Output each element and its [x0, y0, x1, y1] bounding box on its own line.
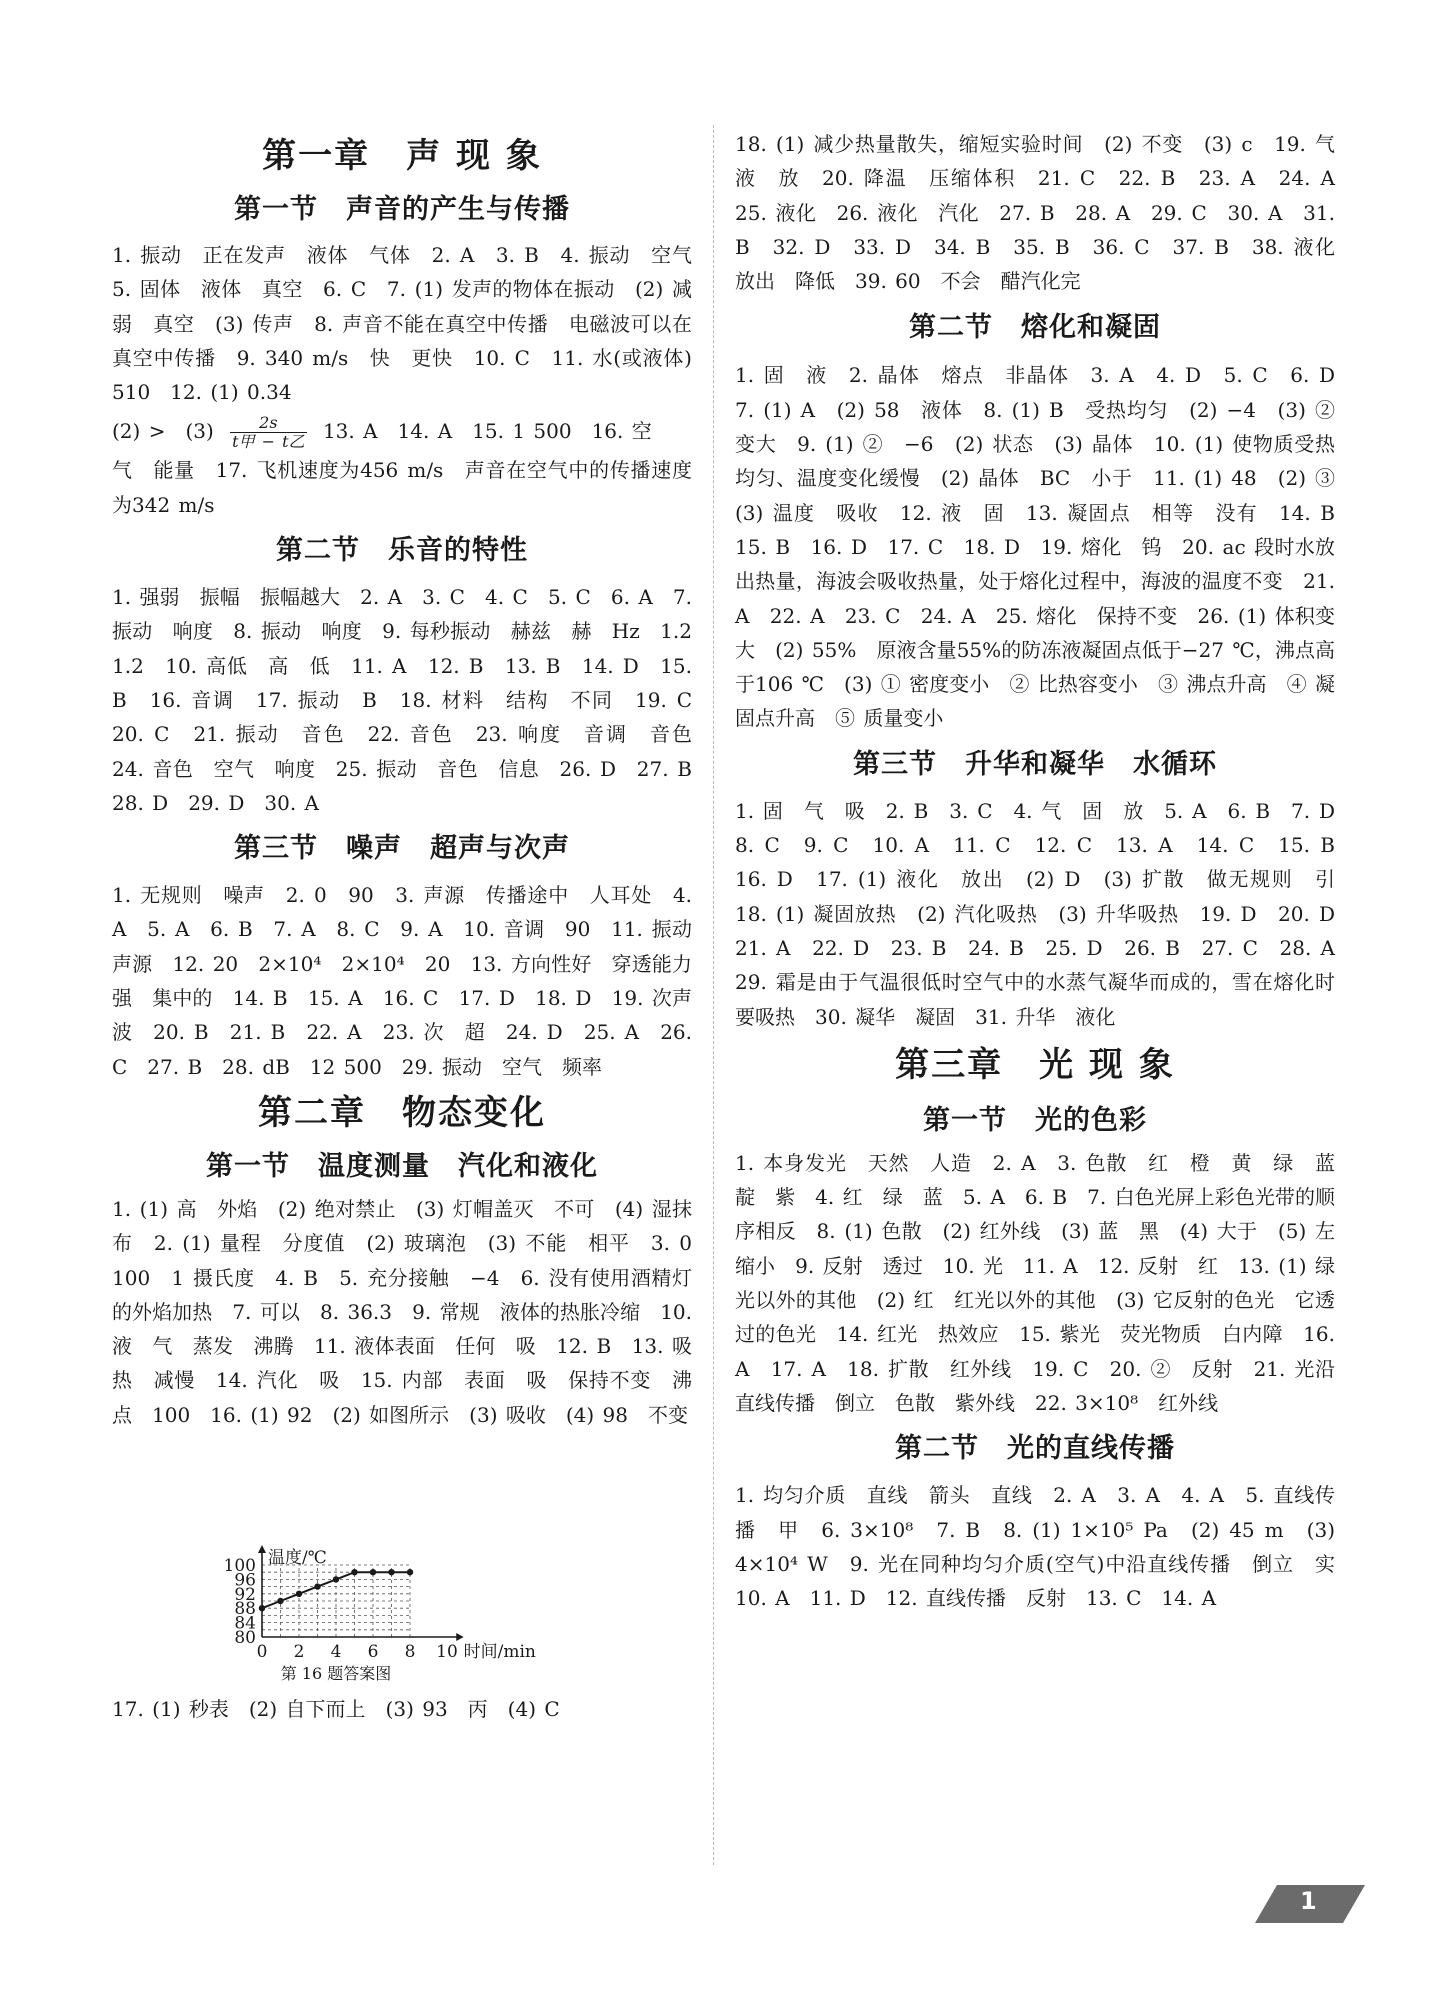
right-column — [735, 130, 1355, 1615]
data-point — [407, 1569, 413, 1575]
section-1-3-answers: 1. 无规则 噪声 2. 0 90 3. 声源 传播途中 人耳处 4. A 5. A 6. B 7. A 8. C 9. A 10. 音调 90 11. 振动 声源 12. 20 2×10⁴ 2×10⁴ 20 13. 方向性好 穿透能力强 集中的 14. B 15. A 16. C 17. D 18. D 19. 次声波 20. B 21. B 22. A 23. 次 超 24. D 25. A 26. C 27. B 28. dB 12 500 29. 振动 空气 频率 — [112, 883, 712, 1079]
fraction — [230, 414, 306, 451]
x-tick-label: 6 — [367, 1642, 379, 1663]
y-tick-label: 84 — [234, 1613, 256, 1634]
data-point — [351, 1569, 357, 1575]
data-point — [277, 1598, 283, 1604]
y-tick-label: 80 — [234, 1628, 256, 1649]
section-2-1-answers-cont: 18. (1) 减少热量散失，缩短实验时间 (2) 不变 (3) c 19. 气 液 放 20. 降温 压缩体积 21. C 22. B 23. A 24. A 25. 液化 26. 液化 汽化 27. B 28. A 29. C 30. A 31. B 32. D 33. D 34. B 35. B 36. C 37. B 38. 液化 放出 降低 39. 60 不会 醋汽化完 — [735, 132, 1355, 294]
section-1-3-title: 第三节 噪声 超声与次声 — [234, 833, 570, 865]
x-tick-label: 10 — [436, 1642, 458, 1663]
y-tick-label: 92 — [234, 1584, 256, 1605]
temperature-chart-svg — [112, 1432, 692, 1692]
section-1-1-answers-formula-line — [112, 409, 692, 453]
section-1-1-answers: 1. 振动 正在发声 液体 气体 2. A 3. B 4. 振动 空气 5. 固体 液体 真空 6. C 7. (1) 发声的物体在振动 (2) 减弱 真空 (3) 传声 8. 声音不能在真空中传播 电磁波可以在真空中传播 9. 340 m/s 快 更快 10. C 11. 水(或液体) 510 12. (1) 0.34 — [112, 243, 712, 405]
left-column — [112, 130, 712, 1726]
fraction-denominator: t甲 − t乙 — [232, 432, 305, 452]
section-1-1-answers-end: 气 能量 17. 飞机速度为456 m/s 声音在空气中的传播速度为342 m/s — [112, 458, 692, 517]
section-2-1-answers-end: 17. (1) 秒表 (2) 自下而上 (3) 93 丙 (4) C — [112, 1697, 560, 1722]
x-tick-label: 2 — [293, 1642, 305, 1663]
section-2-2-answers: 1. 固 液 2. 晶体 熔点 非晶体 3. A 4. D 5. C 6. D 7. (1) A (2) 58 液体 8. (1) B 受热均匀 (2) −4 (3) ② 变大 9. (1) ② −6 (2) 状态 (3) 晶体 10. (1) 使物质受热均匀、温度变化缓慢 (2) 晶体 BC 小于 11. (1) 48 (2) ③ (3) 温度 吸收 12. 液 固 13. 凝固点 相等 没有 14. B 15. B 16. D 17. C 18. D 19. 熔化 钨 20. ac 段时水放出热量，海波会吸收热量，处于熔化过程中，海波的温度不变 21. A 22. A 23. C 24. A 25. 熔化 保持不变 26. (1) 体积变大 (2) 55% 原液含量55%的防冻液凝固点低于−27 ℃，沸点高于106 ℃ (3) ① 密度变小 ② 比热容变小 ③ 沸点升高 ④ 凝固点升高 ⑤ 质量变小 — [735, 363, 1355, 731]
section-3-2-title: 第二节 光的直线传播 — [895, 1433, 1175, 1465]
formula-suffix: 13. A 14. A 15. 1 500 16. 空 — [322, 419, 652, 444]
formula-prefix: (2) > (3) — [112, 419, 214, 444]
temperature-chart — [112, 1432, 692, 1692]
data-point — [388, 1569, 394, 1575]
chapter-2-title: 第二章 物态变化 — [258, 1092, 546, 1133]
chart-caption: 第 16 题答案图 — [280, 1664, 392, 1684]
section-3-2-answers: 1. 均匀介质 直线 箭头 直线 2. A 3. A 4. A 5. 直线传播 甲 6. 3×10⁸ 7. B 8. (1) 1×10⁵ Pa (2) 45 m (3) 4×10⁴ W 9. 光在同种均匀介质(空气)中沿直线传播 倒立 实 10. A 11. D 12. 直线传播 反射 13. C 14. A — [735, 1483, 1355, 1611]
section-2-3-title: 第三节 升华和凝华 水循环 — [853, 748, 1217, 780]
section-1-1-title: 第一节 声音的产生与传播 — [234, 194, 570, 225]
column-divider — [713, 125, 714, 1865]
section-2-1-title: 第一节 温度测量 汽化和液化 — [206, 1150, 598, 1182]
section-1-2-answers: 1. 强弱 振幅 振幅越大 2. A 3. C 4. C 5. C 6. A 7. 振动 响度 8. 振动 响度 9. 每秒振动 赫兹 赫 Hz 1.2 1.2 10. 高低 高 低 11. A 12. B 13. B 14. D 15. B 16. 音调 17. 振动 B 18. 材料 结构 不同 19. C 20. C 21. 振动 音色 22. 音色 23. 响度 音调 音色 24. 音色 空气 响度 25. 振动 音色 信息 26. D 27. B 28. D 29. D 30. A — [112, 585, 712, 815]
x-tick-label: 8 — [404, 1642, 416, 1663]
data-point — [296, 1591, 302, 1597]
y-tick-label: 96 — [234, 1570, 256, 1591]
y-tick-label: 88 — [234, 1599, 256, 1620]
section-2-1-answers: 1. (1) 高 外焰 (2) 绝对禁止 (3) 灯帽盖灭 不可 (4) 湿抹布 2. (1) 量程 分度值 (2) 玻璃泡 (3) 不能 相平 3. 0 100 1 摄氏度 4. B 5. 充分接触 −4 6. 没有使用酒精灯的外焰加热 7. 可以 8. 36.3 9. 常规 液体的热胀冷缩 10. 液 气 蒸发 沸腾 11. 液体表面 任何 吸 12. B 13. 吸热 减慢 14. 汽化 吸 15. 内部 表面 吸 保持不变 沸点 100 16. (1) 92 (2) 如图所示 (3) 吸收 (4) 98 不变 — [112, 1196, 712, 1427]
section-3-1-answers: 1. 本身发光 天然 人造 2. A 3. 色散 红 橙 黄 绿 蓝 靛 紫 4. 红 绿 蓝 5. A 6. B 7. 白色光屏上彩色光带的顺序相反 8. (1) 色散 (2) 红外线 (3) 蓝 黑 (4) 大于 (5) 左 缩小 9. 反射 透过 10. 光 11. A 12. 反射 红 13. (1) 绿光以外的其他 (2) 红 红光以外的其他 (3) 它反射的色光 它透过的色光 14. 红光 热效应 15. 紫光 荧光物质 白内障 16. A 17. A 18. 扩散 红外线 19. C 20. ② 反射 21. 光沿直线传播 倒立 色散 紫外线 22. 3×10⁸ 红外线 — [735, 1150, 1355, 1415]
x-tick-label: 4 — [330, 1642, 342, 1663]
x-tick-label: 0 — [256, 1642, 268, 1663]
chapter-3-title: 第三章 光 现 象 — [895, 1044, 1175, 1085]
data-point — [259, 1605, 265, 1611]
y-axis-label: 温度/℃ — [268, 1548, 327, 1569]
y-axis-arrow — [258, 1545, 266, 1553]
section-3-1-title: 第一节 光的色彩 — [923, 1104, 1147, 1136]
section-2-3-answers: 1. 固 气 吸 2. B 3. C 4. 气 固 放 5. A 6. B 7. D 8. C 9. C 10. A 11. C 12. C 13. A 14. C 15. B 16. D 17. (1) 液化 放出 (2) D (3) 扩散 做无规则 引 18. (1) 凝固放热 (2) 汽化吸热 (3) 升华吸热 19. D 20. D 21. A 22. D 23. B 24. B 25. D 26. B 27. C 28. A 29. 霜是由于气温很低时空气中的水蒸气凝华而成的，雪在熔化时要吸热 30. 凝华 凝固 31. 升华 液化 — [735, 798, 1355, 1029]
data-point — [314, 1583, 320, 1589]
data-point — [370, 1569, 376, 1575]
section-2-2-title: 第二节 熔化和凝固 — [909, 312, 1161, 344]
x-axis-arrow — [456, 1633, 463, 1641]
x-axis-label: 时间/min — [463, 1642, 536, 1663]
y-tick-label: 100 — [223, 1556, 256, 1577]
data-point — [333, 1576, 339, 1582]
chapter-1-title: 第一章 声 现 象 — [262, 136, 542, 176]
section-1-2-title: 第二节 乐音的特性 — [276, 535, 528, 567]
fraction-numerator: 2s — [230, 414, 306, 433]
page-number: 1 — [1300, 1887, 1317, 1915]
